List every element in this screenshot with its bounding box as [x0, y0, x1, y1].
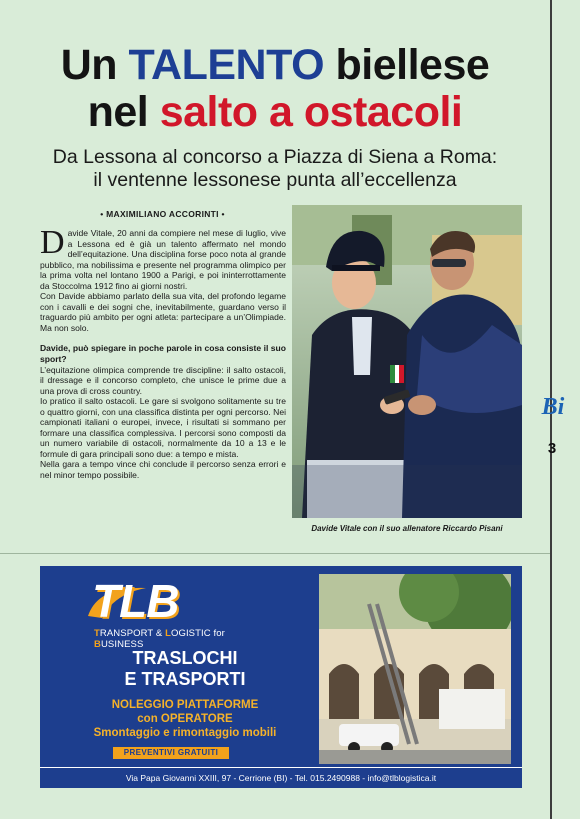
- ad-contact-footer[interactable]: Via Papa Giovanni XXIII, 97 - Cerrione (BI) - Tel. 015.2490988 - info@tlblogistica.it: [40, 767, 522, 788]
- title-line-2: [0, 89, 550, 136]
- paragraph-2: Con Davide abbiamo parlato della sua vita, del profondo legame con i cavalli e dei sogni che, inevitabilmente, guardano verso il traguardo più ambito per ogni atleta: partecipare a un’Olimpiade. Ma non solo.: [40, 291, 286, 333]
- paragraph-intro: [40, 224, 286, 291]
- article-title: [0, 42, 550, 136]
- answer-1b: Io pratico il salto ostacoli. Le gare si svolgono solitamente su tre o quattro giorni, con una classifica distinta per ogni percorso. Nei campionati italiani o europei, invece, i risultati si sommano per formare una classifica complessiva. I percorsi sono composti da un numero variabile di ostacoli, normalmente da 10 a 13 e le formule di gara principali sono due: a tempo e mista.: [40, 396, 286, 459]
- magazine-logo: Bi: [541, 394, 565, 420]
- photo-illustration: [292, 205, 522, 518]
- ad-service-3: Smontaggio e rimontaggio mobili: [93, 727, 277, 739]
- article-body: [40, 224, 286, 481]
- ad-service-1: NOLEGGIO PIATTAFORME: [111, 699, 259, 711]
- tagline-initial-b: B: [94, 639, 101, 650]
- tagline-part-2: OGISTIC for: [170, 628, 225, 639]
- subtitle-line-1: Da Lessona al concorso a Piazza di Siena a Roma:: [52, 146, 498, 168]
- question-1: Davide, può spiegare in poche parole in cosa consiste il suo sport?: [40, 343, 286, 365]
- ad-headline-line-1: TRASLOCHI: [132, 648, 238, 668]
- ad-services: [50, 698, 320, 740]
- title-word-un: Un: [60, 41, 129, 89]
- tagline-initial-l: L: [165, 628, 171, 639]
- ad-tagline: [94, 628, 274, 650]
- answer-1c: Nella gara a tempo vince chi conclude il percorso senza errori e nel minor tempo possibile.: [40, 459, 286, 481]
- tagline-part-3: USINESS: [100, 639, 144, 650]
- answer-1a: L’equitazione olimpica comprende tre discipline: il salto ostacoli, il dressage e il concorso completo, che unisce le prime due a una prova di cross country.: [40, 364, 286, 396]
- tagline-part-1: RANSPORT &: [99, 628, 166, 639]
- ad-headline-line-2: E TRASPORTI: [124, 669, 246, 689]
- advertisement[interactable]: [40, 566, 522, 788]
- article-photo: [292, 205, 522, 518]
- ad-brand-logo: TLB: [92, 575, 179, 627]
- free-quote-badge[interactable]: PREVENTIVI GRATUITI: [113, 747, 229, 759]
- title-word-biellese: biellese: [324, 41, 490, 89]
- ad-service-2: con OPERATORE: [137, 713, 233, 725]
- tagline-initial-t: T: [94, 628, 100, 639]
- ad-photo-illustration: [319, 574, 511, 764]
- drop-cap: D: [40, 224, 65, 261]
- title-highlight-salto: salto a ostacoli: [159, 88, 463, 136]
- section-divider: [0, 553, 550, 554]
- title-word-talento: TALENTO: [128, 41, 325, 89]
- ad-headline: [50, 648, 320, 690]
- article-subtitle: [0, 146, 550, 192]
- title-line-1: [0, 42, 550, 89]
- ad-photo: [319, 574, 511, 764]
- photo-caption: Davide Vitale con il suo allenatore Riccardo Pisani: [311, 524, 503, 533]
- title-word-nel: nel: [87, 88, 160, 136]
- paragraph-intro-text: avide Vitale, 20 anni da compiere nel mese di luglio, vive a Lessona ed è già un talento affermato nel mondo dell’equitazione. Una disciplina forse poco nota al grande pubblico, ma nobilissima e presente nel programma olimpico per la prima volta nel lontano 1900 a Parigi, e poi ininterrottamente da Stoccolma 1912 fino ai giorni nostri.: [40, 228, 286, 291]
- page-number: 3: [547, 440, 557, 457]
- subtitle-line-2: il ventenne lessonese punta all’eccellenza: [93, 169, 457, 191]
- byline: • MAXIMILIANO ACCORINTI •: [100, 209, 225, 219]
